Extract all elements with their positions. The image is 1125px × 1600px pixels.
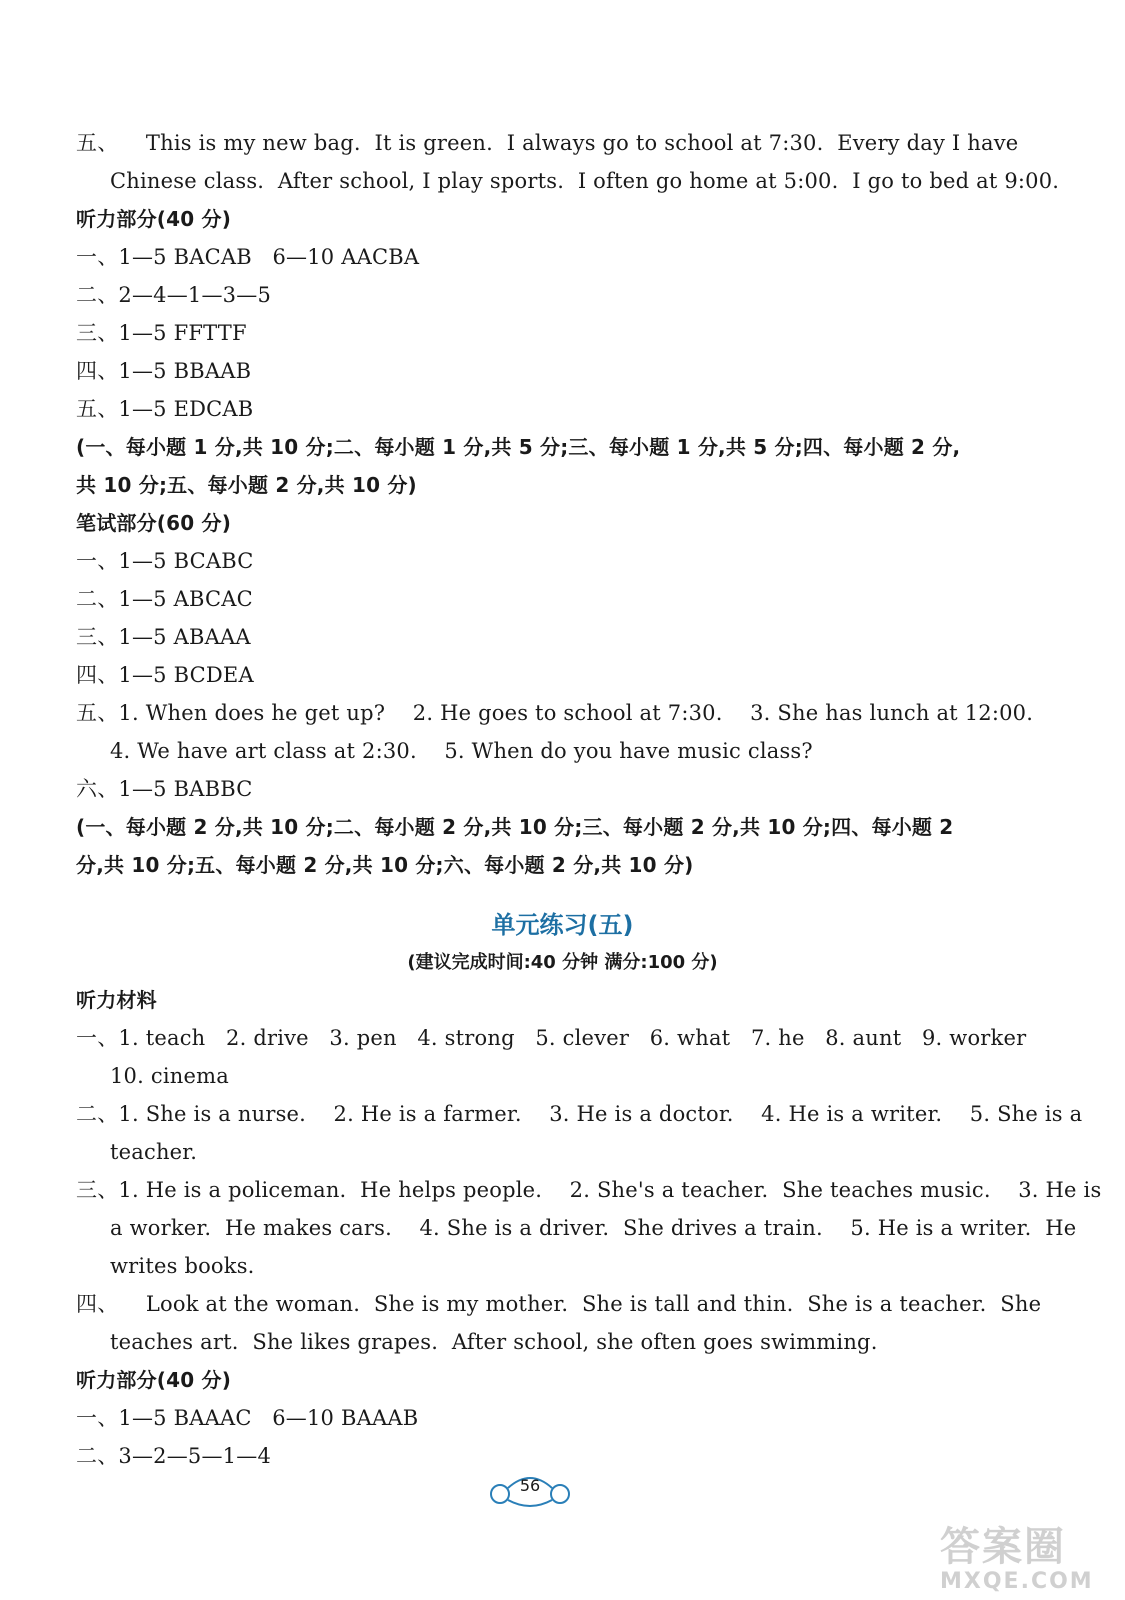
text-line: 五、1—5 EDCAB: [76, 397, 254, 421]
text-line: a worker. He makes cars. 4. She is a driver. She drives a train. 5. He is a writer. He: [110, 1216, 1077, 1240]
text-line: 五、 This is my new bag. It is green. I always go to school at 7:30. Every day I have: [76, 131, 1019, 155]
text-line: 六、1—5 BABBC: [76, 777, 253, 801]
text-line: 一、1—5 BCABC: [76, 549, 254, 573]
text-line: 三、1—5 FFTTF: [76, 321, 247, 345]
text-line: writes books.: [110, 1254, 255, 1278]
page-number: 56: [519, 1476, 541, 1495]
watermark-logo: 答案圈: [940, 1524, 1066, 1570]
page-footer: [490, 1470, 570, 1510]
section-heading: 听力部分(40 分): [76, 1368, 232, 1392]
watermark: [940, 1525, 1110, 1595]
unit-subtitle: (建议完成时间:40 分钟 满分:100 分): [407, 952, 718, 973]
text-line: 四、1—5 BCDEA: [76, 663, 254, 687]
watermark-url: MXQE.COM: [940, 1569, 1094, 1594]
text-line: 三、1—5 ABAAA: [76, 625, 251, 649]
score-note: (一、每小题 2 分,共 10 分;二、每小题 2 分,共 10 分;三、每小题 2 分,共 10 分;四、每小题 2: [76, 815, 954, 839]
text-line: Chinese class. After school, I play sports. I often go home at 5:00. I go to bed at 9:00.: [110, 169, 1060, 193]
text-line: 三、1. He is a policeman. He helps people. 2. She's a teacher. She teaches music. 3. He is: [76, 1178, 1102, 1202]
text-line: 二、1—5 ABCAC: [76, 587, 253, 611]
score-note: 分,共 10 分;五、每小题 2 分,共 10 分;六、每小题 2 分,共 10 分): [76, 853, 694, 877]
score-note: (一、每小题 1 分,共 10 分;二、每小题 1 分,共 5 分;三、每小题 1 分,共 5 分;四、每小题 2 分,: [76, 435, 961, 459]
text-line: 一、1. teach 2. drive 3. pen 4. strong 5. clever 6. what 7. he 8. aunt 9. worker: [76, 1026, 1027, 1050]
text-line: 10. cinema: [110, 1064, 229, 1088]
text-line: 一、1—5 BAAAC 6—10 BAAAB: [76, 1406, 419, 1430]
text-line: 二、3—2—5—1—4: [76, 1444, 272, 1468]
score-note: 共 10 分;五、每小题 2 分,共 10 分): [76, 473, 417, 497]
text-line: 二、2—4—1—3—5: [76, 283, 272, 307]
text-line: 五、1. When does he get up? 2. He goes to school at 7:30. 3. She has lunch at 12:00.: [76, 701, 1034, 725]
section-heading: 听力材料: [76, 988, 157, 1012]
section-heading: 笔试部分(60 分): [76, 511, 232, 535]
section-heading: 听力部分(40 分): [76, 207, 232, 231]
text-line: 4. We have art class at 2:30. 5. When do you have music class?: [110, 739, 813, 763]
text-line: 二、1. She is a nurse. 2. He is a farmer. 3. He is a doctor. 4. He is a writer. 5. She is a: [76, 1102, 1083, 1126]
text-line: teacher.: [110, 1140, 198, 1164]
text-line: 一、1—5 BACAB 6—10 AACBA: [76, 245, 420, 269]
text-line: 四、 Look at the woman. She is my mother. She is tall and thin. She is a teacher. She: [76, 1292, 1042, 1316]
unit-title: 单元练习(五): [491, 911, 634, 939]
text-line: 四、1—5 BBAAB: [76, 359, 252, 383]
text-line: teaches art. She likes grapes. After school, she often goes swimming.: [110, 1330, 878, 1354]
